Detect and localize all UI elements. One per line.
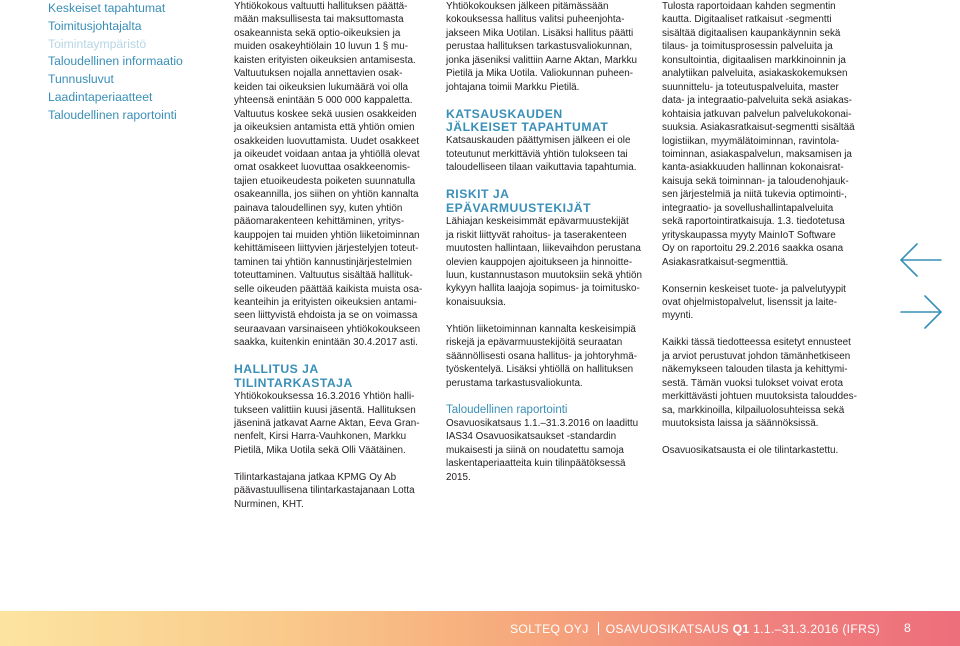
text-line: olevien kauppojen ajoitukseen ja hinnoitte- [446, 256, 633, 268]
text-column-2 [446, 0, 651, 484]
nav-link-toimintaymparisto-current[interactable]: Toimintaympäristö [48, 36, 147, 51]
text-line: säännöllisesti osana hallitus- ja johtoryhmä- [446, 350, 638, 362]
auditor-paragraph [234, 471, 434, 511]
text-line: nenfelt, Kirsi Harra-Vauhkonen, Markku [234, 431, 407, 443]
text-line: kohtaisia jatkuvan palvelun palvelukokonai- [662, 108, 852, 120]
text-line: perustama tarkastusvaliokunta. [446, 377, 583, 389]
text-line: osakeannista sekä optio-oikeuksien ja [234, 27, 401, 39]
nav-link-laadintaperiaatteet[interactable]: Laadintaperiaatteet [48, 89, 153, 104]
text-line: Konsernin keskeiset tuote- ja palvelutyypit [662, 283, 846, 295]
text-line: taloudelliseen tilaan vaikuttavia tapahtumia. [446, 162, 637, 174]
nav-link-taloudellinen-raportointi[interactable]: Taloudellinen raportointi [48, 107, 177, 122]
risks-block [446, 188, 651, 309]
text-line: Yhtiökokous valtuutti hallituksen päättä- [234, 1, 408, 12]
section-heading-taloudellinen-raportointi: Taloudellinen raportointi [446, 403, 568, 416]
page-number: 8 [904, 621, 911, 635]
text-line: Pietilä, Mika Uotila sekä Olli Väätäinen. [234, 444, 406, 456]
board-heading-block [234, 363, 434, 457]
text-line: analytiikan palveluita, asiakaskokemuksen [662, 68, 848, 80]
footer-report-quarter: Q1 [732, 622, 750, 636]
text-line: taminen tai yhtiön kannustinjärjestelmien [234, 256, 412, 268]
text-line: jäseninä jatkavat Aarne Aktan, Eeva Gran- [234, 418, 420, 429]
text-line: selle oikeuden päättää kaikista muista osa- [234, 283, 423, 295]
text-line: IAS34 Osavuosikatsaukset -standardin [446, 431, 617, 443]
text-line: muiden osakeyhtiölain 10 luvun 1 § mu- [234, 41, 409, 53]
nav-link-keskeiset-tapahtumat[interactable]: Keskeiset tapahtumat [48, 1, 166, 15]
text-line: sen järjestelmiä ja niitä tukevia optimointi-, [662, 189, 847, 201]
text-line: johtajana toimii Markku Pietilä. [446, 81, 580, 93]
events-paragraph [446, 134, 651, 174]
footer-company: SOLTEQ OYJ [510, 622, 589, 636]
arrows-svg [897, 238, 945, 334]
text-line: Nurminen, KHT. [234, 498, 304, 510]
text-line: kaisten erityisten oikeuksien antamisesta. [234, 54, 416, 66]
text-line: toiminnan, asiakaspalvelun, maksamisen ja [662, 148, 852, 160]
text-line: sa, markkinoilla, kilpailuolosuhteissa sekä [662, 404, 845, 416]
footer-report-period: 1.1.–31.3.2016 (IFRS) [749, 622, 880, 636]
text-line: omat osakkeet luovuttaa osakkeenomis- [234, 162, 411, 174]
text-line: muutosten hallintaan, liikevaihdon perustana [446, 243, 641, 255]
text-line: pääomarakenteen kehittäminen, yritys- [234, 216, 405, 228]
text-line: jonka jäseniksi valittiin Aarne Aktan, Markku [446, 54, 638, 66]
text-line: perustaa hallituksen tarkastusvaliokunnan, [446, 41, 633, 53]
section-heading-jalkeiset-tapahtumat: JÄLKEISET TAPAHTUMAT [446, 120, 609, 135]
text-line: Valtuutus koskee sekä uusien osakkeiden [234, 108, 417, 120]
reporting-block [446, 404, 651, 485]
text-line: Valtuutuksen nojalla annettavien osak- [234, 68, 403, 80]
text-line: työskentelyä. Lisäksi yhtiöllä on hallituksen [446, 364, 634, 376]
arrow-right-icon[interactable] [901, 296, 941, 328]
text-line: päävastuullisena tilintarkastajanaan Lotta [234, 485, 415, 497]
text-line: mään maksullisesta tai maksuttomasta [234, 14, 404, 26]
text-line: data- ja integraatio-palveluita sekä asiakas- [662, 95, 852, 107]
text-line: toteuttaminen. Valtuutus sisältää hallituk- [234, 270, 413, 282]
text-line: merkittävästi johtuen muutoksista talouddes- [662, 391, 857, 403]
text-line: toteutunut merkittäviä yhtiön tulokseen tai [446, 148, 628, 160]
text-line: sekä raportointiratkaisuja. 1.3. tiedotetusa [662, 216, 845, 228]
text-line: konaisuuksia. [446, 296, 506, 308]
text-line: osakeannilla, jos siihen on yhtiön kannalta [234, 189, 419, 201]
text-line: tilaus- ja toimitusprosessin palveluita ja [662, 41, 833, 53]
text-line: Asiakasratkaisut-segmenttiä. [662, 256, 789, 268]
forecast-disclaimer-paragraph [662, 336, 862, 430]
footer-title [510, 622, 880, 636]
text-line: ja riskit liittyvät rahoitus- ja taserakenteen [446, 229, 627, 241]
text-line: ja arviot perustuvat johdon tämänhetkiseen [662, 350, 851, 362]
text-line: Yhtiön liiketoiminnan kannalta keskeisimpiä [446, 323, 636, 335]
text-line: kaisuja sekä toiminnan- ja taloudenohjauk- [662, 175, 849, 187]
nav-link-taloudellinen-informaatio[interactable]: Taloudellinen informaatio [48, 54, 183, 69]
nav-link-toimitusjohtajalta[interactable]: Toimitusjohtajalta [48, 18, 142, 33]
text-line: jakseen Mika Uotilan. Lisäksi hallitus päätti [446, 27, 634, 39]
page-footer [0, 611, 960, 646]
text-line: mukaisesti ja siinä on noudatettu samoja [446, 444, 624, 456]
text-line: näkemykseen talouden tilasta ja kehittymi- [662, 364, 848, 376]
text-line: suunnittelu- ja toteutuspalveluita, master [662, 81, 839, 93]
text-line: Pietilä ja Mika Uotila. Valiokunnan puheen- [446, 68, 634, 80]
text-line: kykyyn hallita laajoja sopimus- ja toimitusko- [446, 283, 640, 295]
side-navigation [48, 0, 208, 125]
footer-divider [598, 622, 599, 635]
authorization-paragraph [234, 0, 434, 350]
text-line: yrityskaupassa myyty MainIoT Software [662, 229, 836, 241]
text-line: sisältää digitaalisen kaupankäynnin sekä [662, 27, 841, 39]
text-line: Osavuosikatsaus 1.1.–31.3.2016 on laadittu [446, 418, 639, 429]
section-heading-riskit: RISKIT JA EPÄVARMUUSTEKIJÄT [446, 187, 592, 215]
text-line: sestä. Tämän vuoksi tulokset voivat erota [662, 377, 843, 389]
text-column-3 [662, 0, 862, 458]
text-line: 2015. [446, 471, 471, 483]
product-types-paragraph [662, 283, 862, 323]
section-heading-hallitus: HALLITUS JA TILINTARKASTAJA [234, 362, 353, 390]
text-line: kehittämiseen liittyvien järjestelyjen toteut- [234, 243, 419, 255]
board-chair-paragraph [446, 0, 651, 94]
text-line: kanta-asiakkuuden hallinnan kokonaisrat- [662, 162, 844, 174]
text-line: muutoksista laissa ja säännöksissä. [662, 418, 819, 430]
text-line: painava taloudellinen syy, kuten yhtiön [234, 202, 403, 214]
section-heading-katsauskauden: KATSAUSKAUDEN [446, 106, 563, 121]
text-line: Oy on raportoitu 29.2.2016 saakka osana [662, 243, 844, 255]
text-line: ja oikeuksien antamista että yhtiön omien [234, 122, 415, 134]
text-line: myynti. [662, 310, 694, 322]
audit-note-paragraph [662, 444, 862, 457]
text-line: laskentaperiaatteita kuin tilinpäätöksessä [446, 458, 626, 470]
text-line: keiden tai oikeuksien lukumäärä voi olla [234, 81, 409, 93]
text-line: Osavuosikatsausta ei ole tilintarkastettu. [662, 445, 839, 457]
reporting-paragraph [446, 417, 651, 484]
page-navigation-arrows [897, 238, 945, 334]
text-line: tukseen valittiin kuusi jäsentä. Hallituksen [234, 404, 416, 416]
nav-link-tunnusluvut[interactable]: Tunnusluvut [48, 72, 114, 87]
text-line: Tulosta raportoidaan kahden segmentin [662, 1, 836, 12]
risk-management-paragraph [446, 323, 651, 390]
text-line: osakkeiden luovuttamista. Uudet osakkeet [234, 135, 419, 147]
text-line: ja oikeudet voidaan antaa ja yhtiöllä olevat [234, 148, 420, 160]
text-line: riskejä ja epävarmuustekijöitä seuraatan [446, 337, 623, 349]
text-line: Katsauskauden päättymisen jälkeen ei ole [446, 135, 631, 147]
footer-report-prefix: OSAVUOSIKATSAUS [605, 622, 733, 636]
text-line: Kaikki tässä tiedotteessa esitetyt ennusteet [662, 337, 851, 349]
text-line: integraatio- ja sovellushallintapalveluita [662, 202, 834, 214]
arrow-left-icon[interactable] [901, 244, 941, 276]
events-block [446, 108, 651, 175]
text-line: kautta. Digitaaliset ratkaisut -segmentti [662, 14, 832, 26]
text-line: saakka, kuitenkin enintään 30.4.2017 asti. [234, 337, 418, 349]
text-line: luun, kustannustason muutoksiin sekä yhtiön [446, 269, 642, 281]
text-line: kauppojen tai muiden yhtiön liiketoiminnan [234, 229, 420, 241]
text-line: Yhtiökokouksen jälkeen pitämässään [446, 1, 609, 12]
text-line: yhteensä enintään 5 000 000 kappaletta. [234, 95, 413, 107]
risks-paragraph [446, 215, 651, 309]
segments-paragraph [662, 0, 862, 269]
board-paragraph [234, 390, 434, 457]
text-line: kokouksessa hallitus valitsi puheenjohta- [446, 14, 625, 26]
text-line: konsultointia, digitaalisen markkinoinnin ja [662, 54, 846, 66]
text-line: logistiikan, myymälätoiminnan, ravintola- [662, 135, 840, 147]
text-line: suuksia. Asiakasratkaisut-segmentti sisältää [662, 122, 855, 134]
text-line: tajien etuoikeudesta poiketen suunnatulla [234, 175, 416, 187]
text-line: Yhtiökokouksessa 16.3.2016 Yhtiön halli- [234, 391, 415, 403]
text-line: keanteihin ja erityisten oikeuksien antami- [234, 296, 417, 308]
text-line: Tilintarkastajana jatkaa KPMG Oy Ab [234, 471, 397, 483]
text-line: Lähiajan keskeisimmät epävarmuustekijät [446, 216, 629, 228]
text-line: seuraavaan varsinaiseen yhtiökokoukseen [234, 323, 421, 335]
text-column-1 [234, 0, 434, 511]
text-line: ovat ohjelmistopalvelut, lisenssit ja laite- [662, 297, 838, 309]
text-line: seen liittyvistä ehdoista ja se on voimassa [234, 310, 418, 322]
